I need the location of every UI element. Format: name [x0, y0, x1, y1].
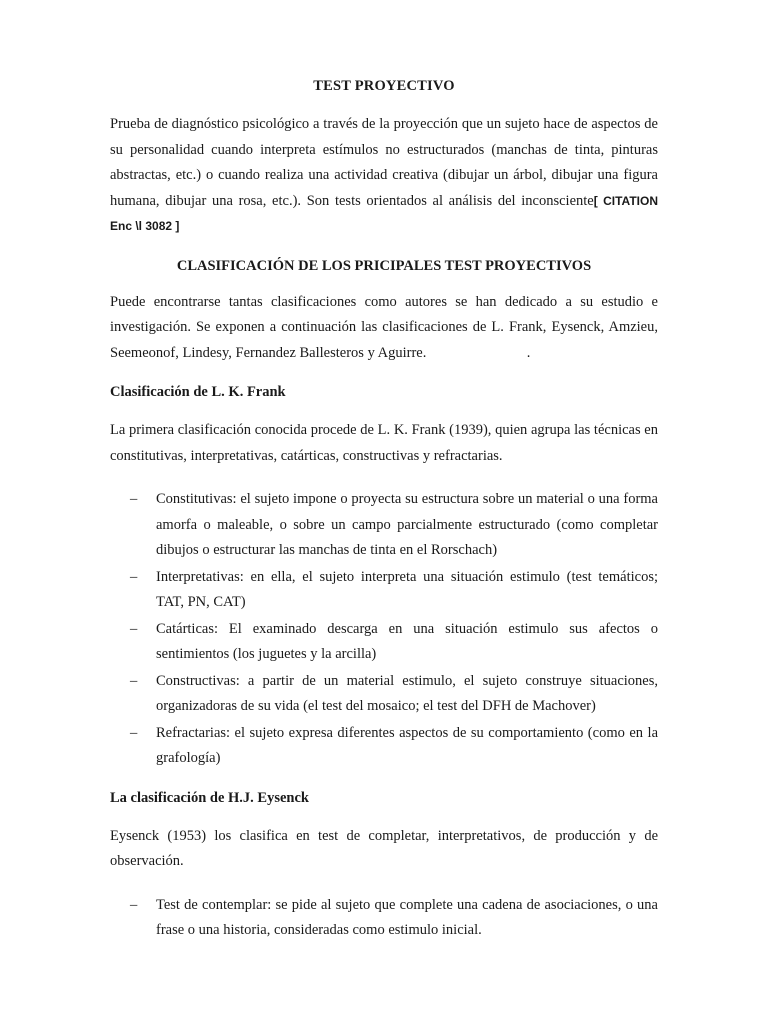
- classification-intro-paragraph: [110, 290, 658, 367]
- frank-list: [110, 487, 658, 772]
- frank-paragraph: La primera clasificación conocida procede de L. K. Frank (1939), quien agrupa las técnicas en constitutivas, interpretativas, catárticas, constructivas y refractarias.: [110, 422, 658, 464]
- list-item: [110, 565, 658, 616]
- list-item-text: Test de contemplar: se pide al sujeto que complete una cadena de asociaciones, o una frase o una historia, consideradas como estimulo inicial.: [156, 896, 658, 938]
- list-item: [110, 669, 658, 720]
- classification-intro-text: Puede encontrarse tantas clasificaciones como autores se han dedicado a su estudio e investigación. Se exponen a continuación las clasificaciones de L. Frank, Eysenck, Amzieu, Seemeonof, Lindesy, Fernandez Ballesteros y Aguirre.: [110, 293, 658, 361]
- list-item-text: Catárticas: El examinado descarga en una situación estimulo sus afectos o sentimientos (los juguetes y la arcilla): [156, 620, 658, 662]
- dash-bullet: –: [130, 672, 138, 689]
- trailing-dot: .: [526, 344, 531, 361]
- dash-bullet: –: [130, 620, 138, 637]
- eysenck-list: [110, 893, 658, 944]
- classification-title: CLASIFICACIÓN DE LOS PRICIPALES TEST PROYECTIVOS: [176, 257, 592, 274]
- dash-bullet: –: [130, 491, 138, 507]
- dash-bullet: –: [130, 568, 138, 585]
- list-item: [110, 487, 658, 564]
- dash-bullet: –: [130, 896, 138, 913]
- list-item-text: Constitutivas: el sujeto impone o proyecta su estructura sobre un material o una forma amorfa o maleable, o sobre un campo parcialmente estructurado (como completar dibujos o estructurar las manchas de tinta en el Rorschach): [156, 491, 658, 558]
- intro-text: Prueba de diagnóstico psicológico a través de la proyección que un sujeto hace de aspectos de su personalidad cuando interpreta estímulos no estructurados (manchas de tinta, pinturas abstractas, etc.) o cuando realiza una actividad creativa (dibujar un árbol, dibujar una figura humana, dibujar una rosa, etc.). Son tests orientados al análisis del inconsciente: [110, 116, 658, 209]
- list-item: [110, 617, 658, 668]
- intro-paragraph: [110, 112, 658, 240]
- eysenck-paragraph: Eysenck (1953) los clasifica en test de completar, interpretativos, de producción y de observación.: [110, 827, 658, 869]
- list-item: [110, 893, 658, 944]
- list-item: [110, 721, 658, 772]
- citation-field: [ CITATION Enc \l 3082 ]: [110, 193, 658, 233]
- list-item-text: Constructivas: a partir de un material estimulo, el sujeto construye situaciones, organizadoras de su vida (el test del mosaico; el test del DFH de Machover): [156, 672, 658, 714]
- document-title: TEST PROYECTIVO: [313, 78, 455, 94]
- eysenck-heading: La clasificación de H.J. Eysenck: [110, 789, 309, 806]
- document-page: [110, 78, 658, 962]
- list-item-text: Refractarias: el sujeto expresa diferentes aspectos de su comportamiento (como en la grafología): [156, 724, 658, 766]
- list-item-text: Interpretativas: en ella, el sujeto interpreta una situación estimulo (test temáticos; TAT, PN, CAT): [156, 568, 658, 610]
- dash-bullet: –: [130, 724, 138, 741]
- frank-heading: Clasificación de L. K. Frank: [110, 384, 286, 400]
